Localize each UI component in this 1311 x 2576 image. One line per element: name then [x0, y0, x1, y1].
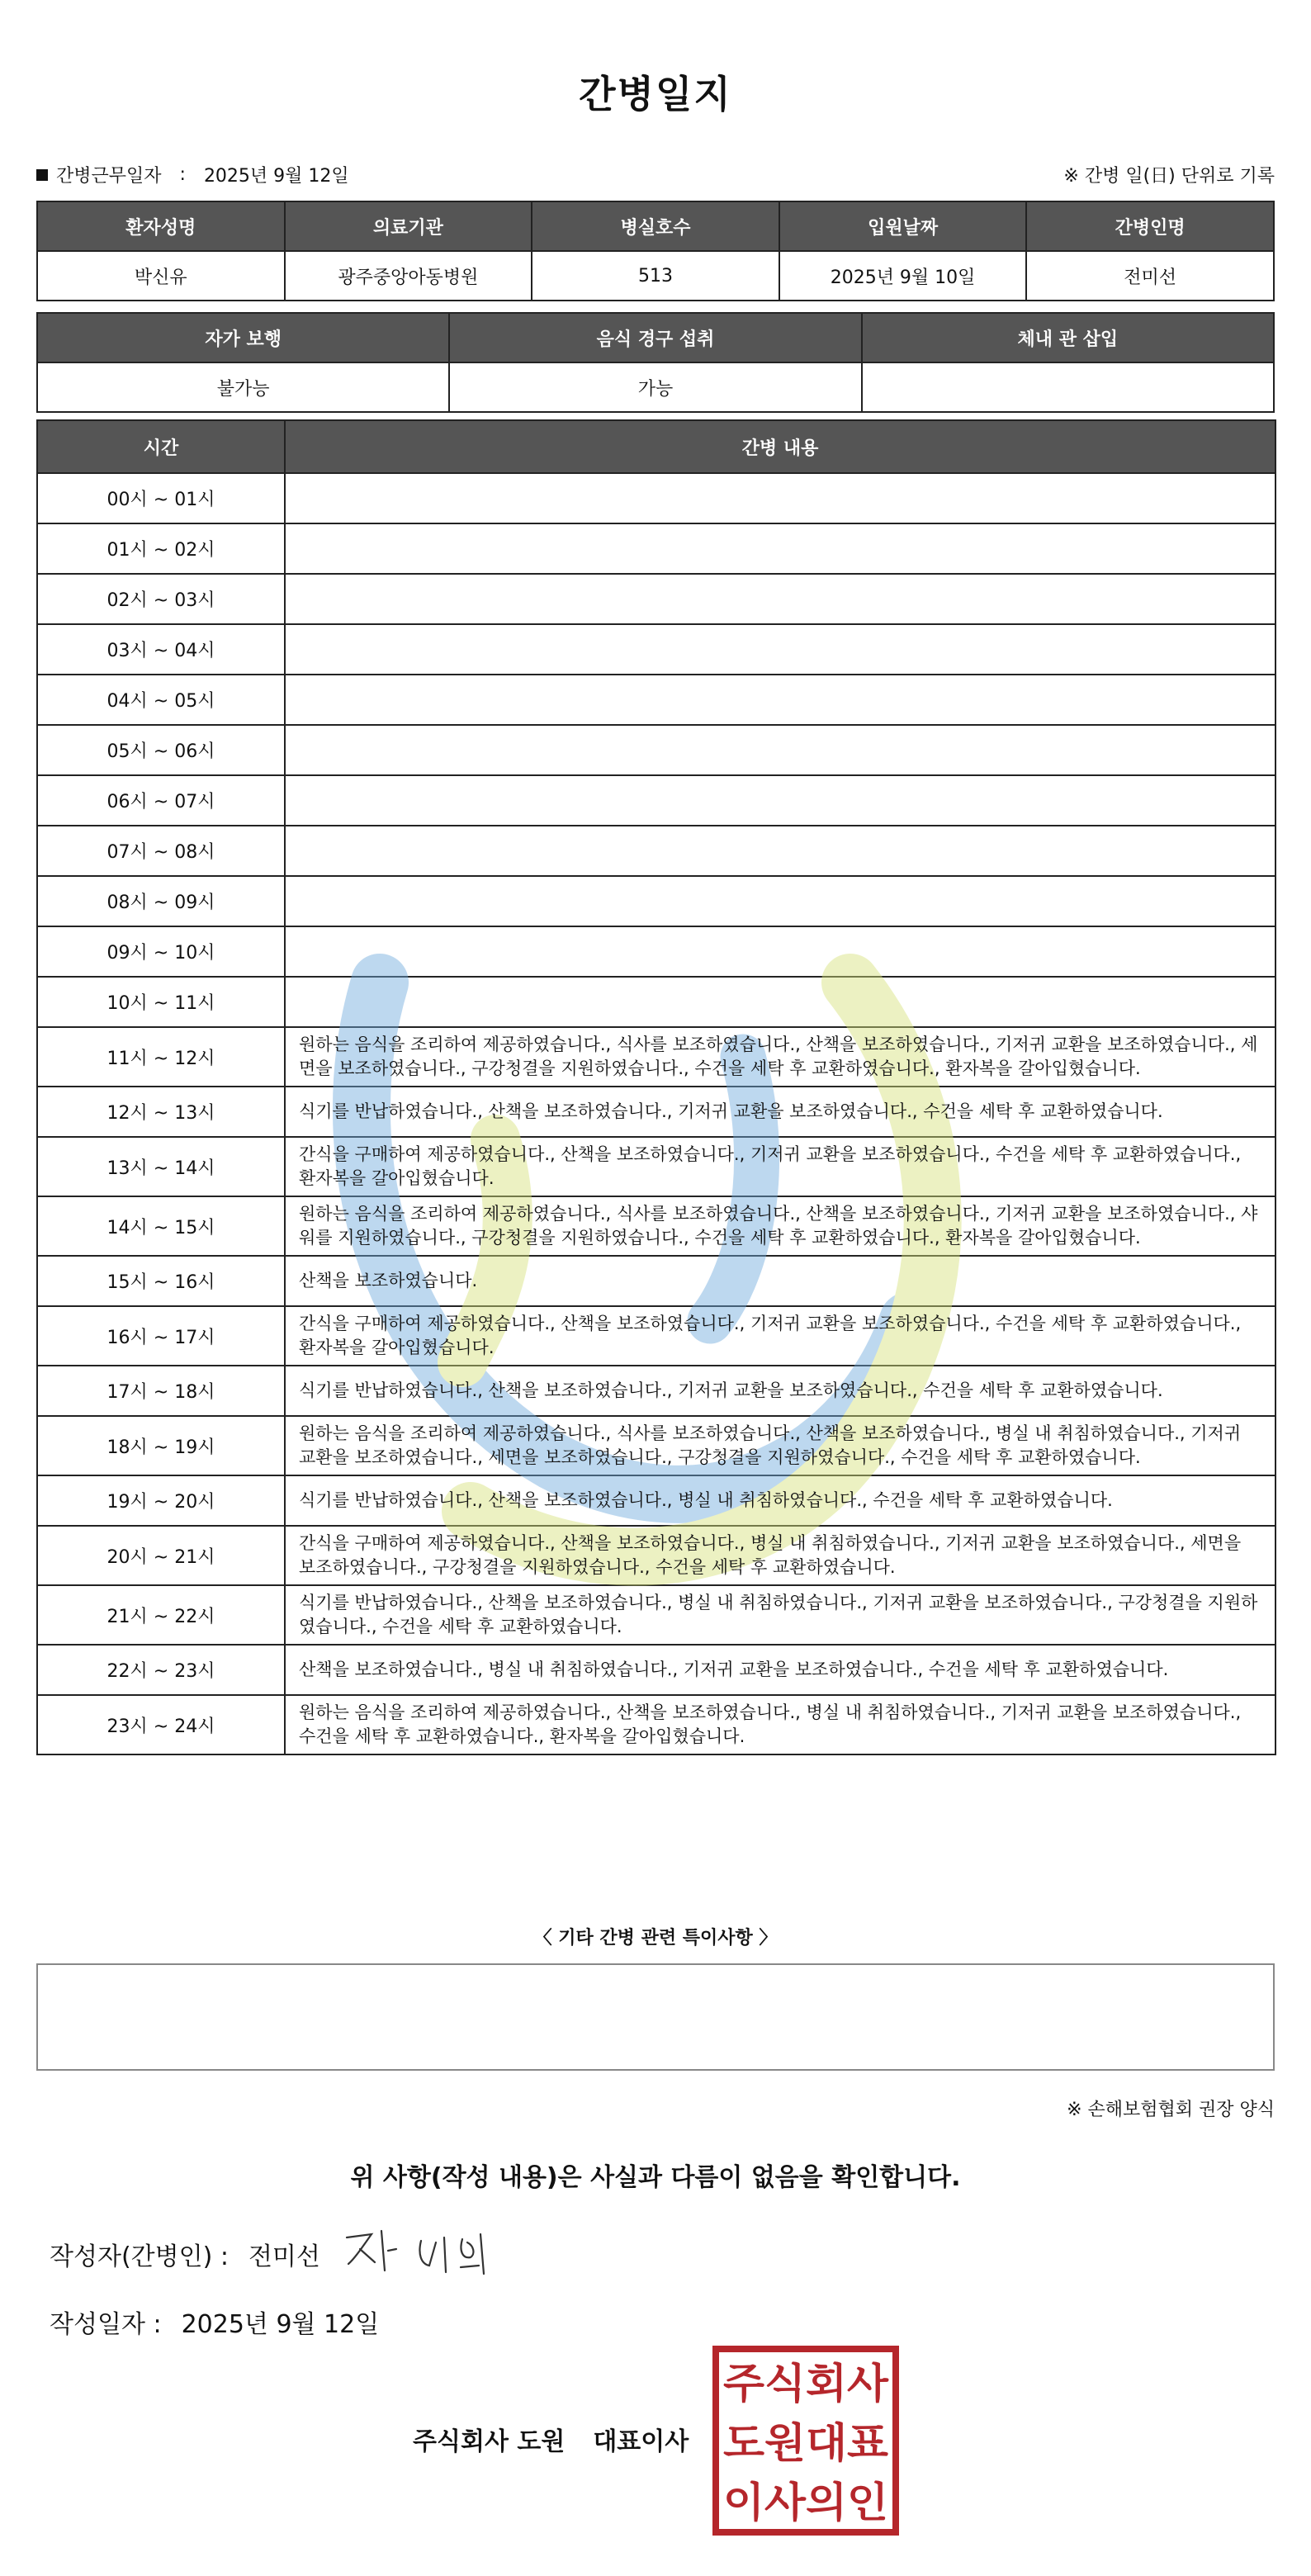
log-content-cell: 식기를 반납하였습니다., 산책을 보조하였습니다., 기저귀 교환을 보조하였습니다., 수건을 세탁 후 교환하였습니다.	[285, 1087, 1276, 1137]
header-self-walking: 자가 보행	[37, 313, 449, 362]
log-time-cell: 21시 ~ 22시	[37, 1585, 285, 1645]
log-time-cell: 18시 ~ 19시	[37, 1416, 285, 1475]
log-content-cell	[285, 876, 1276, 926]
log-row	[37, 1645, 1276, 1695]
log-row	[37, 926, 1276, 977]
log-row	[37, 1027, 1276, 1087]
log-content-cell: 원하는 음식을 조리하여 제공하였습니다., 식사를 보조하였습니다., 산책을 보조하였습니다., 기저귀 교환을 보조하였습니다., 세면을 보조하였습니다., 구강청결을 지원하였습니다., 수건을 세탁 후 교환하였습니다., 환자복을 갈아입혔습니다.	[285, 1027, 1276, 1087]
log-content-cell: 원하는 음식을 조리하여 제공하였습니다., 식사를 보조하였습니다., 산책을 보조하였습니다., 병실 내 취침하였습니다., 기저귀 교환을 보조하였습니다., 세면을 보조하였습니다., 구강청결을 지원하였습니다., 수건을 세탁 후 교환하였습니다.	[285, 1416, 1276, 1475]
log-row	[37, 977, 1276, 1027]
log-time-cell: 07시 ~ 08시	[37, 826, 285, 876]
log-row	[37, 1475, 1276, 1526]
log-time-cell: 19시 ~ 20시	[37, 1475, 285, 1526]
header-room: 병실호수	[532, 201, 779, 251]
log-time-cell: 02시 ~ 03시	[37, 574, 285, 624]
log-content-cell	[285, 826, 1276, 876]
svg-text:도원대표: 도원대표	[723, 2419, 889, 2467]
info-header-row	[37, 201, 1274, 251]
log-row	[37, 574, 1276, 624]
writer-label: 작성자(간병인) :	[50, 2242, 229, 2271]
log-time-cell: 16시 ~ 17시	[37, 1306, 285, 1366]
written-date-line	[50, 2304, 379, 2340]
patient-status-table	[36, 312, 1275, 413]
notes-title: 〈 기타 간병 관련 특이사항 〉	[533, 1928, 778, 1949]
handwritten-signature	[338, 2213, 512, 2287]
confirm-statement: 위 사항(작성 내용)은 사실과 다름이 없음을 확인합니다.	[350, 2163, 961, 2192]
svg-text:이사의인: 이사의인	[723, 2479, 888, 2526]
log-time-cell: 23시 ~ 24시	[37, 1695, 285, 1754]
work-date-colon: :	[179, 164, 186, 185]
log-content-cell	[285, 473, 1276, 523]
recommend-note: ※ 손해보험협회 권장 양식	[1067, 2100, 1275, 2120]
header-admission-date: 입원날짜	[779, 201, 1027, 251]
log-row	[37, 876, 1276, 926]
log-time-cell: 22시 ~ 23시	[37, 1645, 285, 1695]
page-title: 간병일지	[579, 72, 732, 116]
hospital-name: 광주중앙아동병원	[285, 251, 532, 301]
status-value-row	[37, 362, 1274, 412]
log-time-cell: 11시 ~ 12시	[37, 1027, 285, 1087]
patient-name: 박신유	[37, 251, 285, 301]
log-row	[37, 1137, 1276, 1196]
log-row	[37, 624, 1276, 675]
log-content-cell	[285, 977, 1276, 1027]
log-time-cell: 17시 ~ 18시	[37, 1366, 285, 1416]
square-bullet-icon	[36, 169, 48, 181]
log-time-cell: 05시 ~ 06시	[37, 725, 285, 775]
oral-intake-value: 가능	[449, 362, 861, 412]
log-time-cell: 09시 ~ 10시	[37, 926, 285, 977]
log-time-cell: 08시 ~ 09시	[37, 876, 285, 926]
unit-note: ※ 간병 일(日) 단위로 기록	[1063, 166, 1275, 187]
log-content-cell: 식기를 반납하였습니다., 산책을 보조하였습니다., 병실 내 취침하였습니다., 수건을 세탁 후 교환하였습니다.	[285, 1475, 1276, 1526]
tube-insertion-value	[862, 362, 1274, 412]
log-content-cell	[285, 675, 1276, 725]
log-content-cell: 원하는 음식을 조리하여 제공하였습니다., 산책을 보조하였습니다., 병실 내 취침하였습니다., 기저귀 교환을 보조하였습니다., 수건을 세탁 후 교환하였습니다., 환자복을 갈아입혔습니다.	[285, 1695, 1276, 1754]
log-content-cell: 식기를 반납하였습니다., 산책을 보조하였습니다., 병실 내 취침하였습니다., 기저귀 교환을 보조하였습니다., 구강청결을 지원하였습니다., 수건을 세탁 후 교환하였습니다.	[285, 1585, 1276, 1645]
log-row	[37, 1695, 1276, 1754]
company-line	[413, 2421, 689, 2457]
header-caregiver: 간병인명	[1026, 201, 1274, 251]
header-patient-name: 환자성명	[37, 201, 285, 251]
log-content-cell: 원하는 음식을 조리하여 제공하였습니다., 식사를 보조하였습니다., 산책을 보조하였습니다., 기저귀 교환을 보조하였습니다., 샤워를 지원하였습니다., 구강청결을 지원하였습니다., 수건을 세탁 후 교환하였습니다., 환자복을 갈아입혔습니다.	[285, 1196, 1276, 1256]
svg-text:주식회사: 주식회사	[723, 2360, 889, 2408]
log-content-cell	[285, 574, 1276, 624]
header-oral-intake: 음식 경구 섭취	[449, 313, 861, 362]
log-content-cell	[285, 523, 1276, 574]
log-row	[37, 1526, 1276, 1585]
log-time-cell: 06시 ~ 07시	[37, 775, 285, 826]
log-time-cell: 14시 ~ 15시	[37, 1196, 285, 1256]
log-time-cell: 03시 ~ 04시	[37, 624, 285, 675]
log-time-cell: 10시 ~ 11시	[37, 977, 285, 1027]
room-number: 513	[532, 251, 779, 301]
log-row	[37, 1416, 1276, 1475]
work-date-label: 간병근무일자	[56, 166, 162, 187]
log-content-cell: 간식을 구매하여 제공하였습니다., 산책을 보조하였습니다., 기저귀 교환을 보조하였습니다., 수건을 세탁 후 교환하였습니다., 환자복을 갈아입혔습니다.	[285, 1306, 1276, 1366]
log-row	[37, 826, 1276, 876]
patient-info-table	[36, 201, 1275, 301]
log-content-cell	[285, 624, 1276, 675]
log-content-cell: 산책을 보조하였습니다., 병실 내 취침하였습니다., 기저귀 교환을 보조하였습니다., 수건을 세탁 후 교환하였습니다.	[285, 1645, 1276, 1695]
log-content-cell: 식기를 반납하였습니다., 산책을 보조하였습니다., 기저귀 교환을 보조하였습니다., 수건을 세탁 후 교환하였습니다.	[285, 1366, 1276, 1416]
special-notes-box	[36, 1963, 1275, 2071]
log-row	[37, 1087, 1276, 1137]
work-date-line	[36, 162, 349, 187]
company-seal-stamp	[712, 2345, 900, 2536]
care-log-table	[36, 419, 1276, 1755]
log-time-cell: 13시 ~ 14시	[37, 1137, 285, 1196]
log-content-cell	[285, 926, 1276, 977]
work-date-value: 2025년 9월 12일	[203, 166, 349, 187]
log-row	[37, 675, 1276, 725]
header-time: 시간	[37, 420, 285, 473]
writer-name: 전미선	[248, 2242, 320, 2271]
log-row	[37, 1585, 1276, 1645]
log-time-cell: 04시 ~ 05시	[37, 675, 285, 725]
log-row	[37, 1256, 1276, 1306]
log-content-cell: 간식을 구매하여 제공하였습니다., 산책을 보조하였습니다., 기저귀 교환을 보조하였습니다., 수건을 세탁 후 교환하였습니다., 환자복을 갈아입혔습니다.	[285, 1137, 1276, 1196]
self-walking-value: 불가능	[37, 362, 449, 412]
log-time-cell: 01시 ~ 02시	[37, 523, 285, 574]
writer-line	[50, 2236, 320, 2272]
log-time-cell: 12시 ~ 13시	[37, 1087, 285, 1137]
log-content-cell	[285, 775, 1276, 826]
ceo-title: 대표이사	[593, 2427, 689, 2456]
info-value-row	[37, 251, 1274, 301]
log-content-cell	[285, 725, 1276, 775]
log-content-cell: 간식을 구매하여 제공하였습니다., 산책을 보조하였습니다., 병실 내 취침하였습니다., 기저귀 교환을 보조하였습니다., 세면을 보조하였습니다., 구강청결을 지원하였습니다., 수건을 세탁 후 교환하였습니다.	[285, 1526, 1276, 1585]
written-date-label: 작성일자 :	[50, 2310, 162, 2339]
log-time-cell: 00시 ~ 01시	[37, 473, 285, 523]
header-hospital: 의료기관	[285, 201, 532, 251]
admission-date: 2025년 9월 10일	[779, 251, 1027, 301]
log-time-cell: 20시 ~ 21시	[37, 1526, 285, 1585]
log-row	[37, 775, 1276, 826]
header-care-content: 간병 내용	[285, 420, 1276, 473]
status-header-row	[37, 313, 1274, 362]
log-body	[37, 473, 1276, 1754]
log-row	[37, 1306, 1276, 1366]
log-header-row	[37, 420, 1276, 473]
company-name: 주식회사 도원	[413, 2427, 566, 2456]
log-time-cell: 15시 ~ 16시	[37, 1256, 285, 1306]
log-row	[37, 1366, 1276, 1416]
header-tube-insertion: 체내 관 삽입	[862, 313, 1274, 362]
log-row	[37, 523, 1276, 574]
log-row	[37, 473, 1276, 523]
caregiver-name: 전미선	[1026, 251, 1274, 301]
log-content-cell: 산책을 보조하였습니다.	[285, 1256, 1276, 1306]
written-date-value: 2025년 9월 12일	[181, 2310, 380, 2339]
log-row	[37, 725, 1276, 775]
log-row	[37, 1196, 1276, 1256]
